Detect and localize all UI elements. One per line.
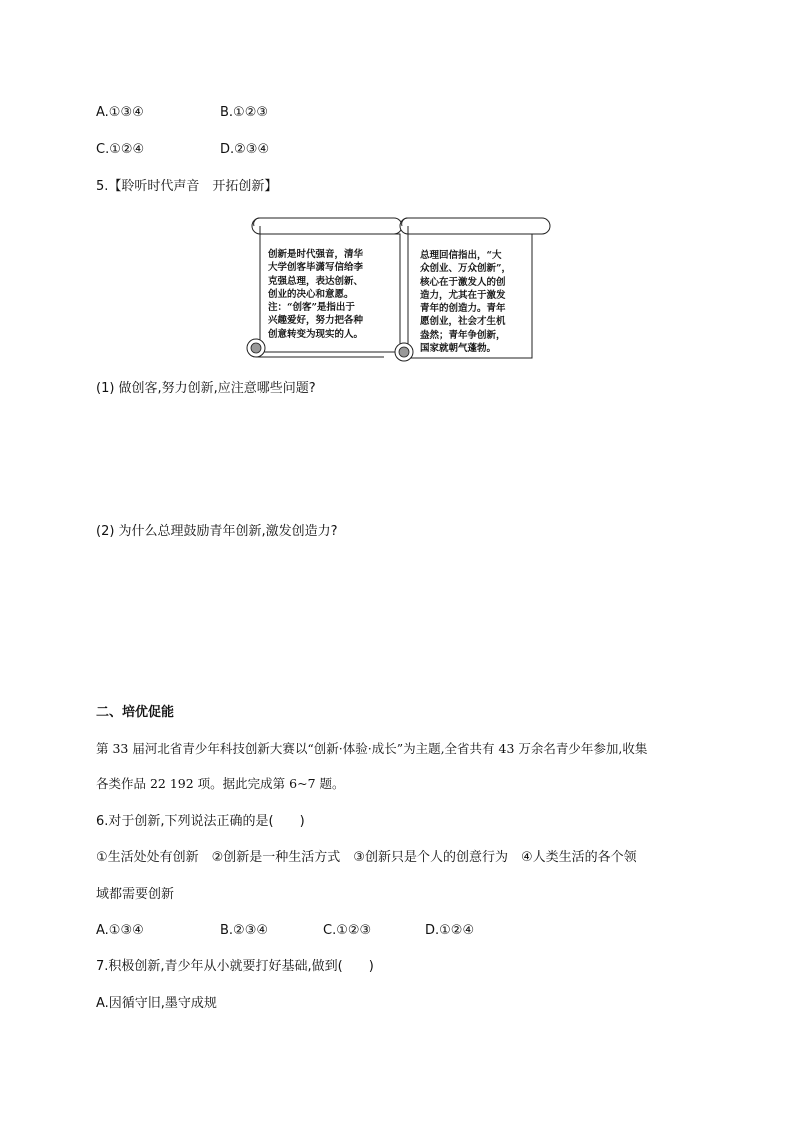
q6-option-b: B.②③④ — [220, 923, 269, 938]
section-intro-line1: 第 33 届河北省青少年科技创新大赛以“创新·体验·成长”为主题,全省共有 43 万余名青少年参加,收集 — [96, 741, 648, 756]
scroll-right — [392, 212, 552, 364]
q5-sub2: (2) 为什么总理鼓励青年创新,激发创造力? — [96, 524, 338, 539]
q6-statements-line1: ①生活处处有创新 ②创新是一种生活方式 ③创新只是个人的创意行为 ④人类生活的各个领 — [96, 850, 637, 865]
q4-option-c: C.①②④ — [96, 142, 145, 157]
q6-option-c: C.①②③ — [323, 923, 372, 938]
scroll-right-line: 愿创业，社会才生机 — [420, 316, 506, 328]
q6-option-a: A.①③④ — [96, 923, 144, 938]
scroll-left-line: 注：“创客”是指出于 — [268, 302, 355, 314]
q6-statements-line2: 域都需要创新 — [96, 887, 175, 902]
q4-option-a: A.①③④ — [96, 105, 144, 120]
q4-option-d: D.②③④ — [220, 142, 270, 157]
section-intro-line2: 各类作品 22 192 项。据此完成第 6~7 题。 — [96, 776, 345, 791]
scroll-left-line: 兴趣爱好，努力把各种 — [268, 315, 364, 327]
scroll-left-line: 大学创客毕潇写信给李 — [268, 262, 364, 274]
scroll-left-line: 克强总理，表达创新、 — [268, 275, 364, 287]
q7-option-a: A.因循守旧,墨守成规 — [96, 996, 217, 1011]
scroll-left-line: 创意转变为现实的人。 — [268, 328, 364, 340]
scroll-right-line: 造力，尤其在于激发 — [420, 289, 506, 301]
scroll-left-line: 创新是时代强音，清华 — [268, 249, 364, 260]
q4-option-b: B.①②③ — [220, 105, 269, 120]
q7-stem: 7.积极创新,青少年从小就要打好基础,做到( ) — [96, 959, 374, 974]
section-heading: 二、培优促能 — [96, 705, 175, 720]
scroll-left — [244, 212, 406, 364]
scroll-right-line: 众创业、万众创新”， — [420, 263, 511, 275]
q6-option-d: D.①②④ — [425, 923, 475, 938]
scroll-right-text — [420, 249, 511, 355]
scroll-right-line: 盎然；青年争创新， — [420, 329, 506, 341]
scroll-right-line: 总理回信指出，“大 — [420, 250, 502, 261]
q5-title: 5.【聆听时代声音 开拓创新】 — [96, 179, 278, 194]
scroll-left-line: 创业的决心和意愿。 — [268, 288, 354, 300]
scroll-right-line: 核心在于激发人的创 — [420, 276, 506, 288]
scroll-right-line: 青年的创造力。青年 — [420, 303, 506, 315]
scroll-left-text — [268, 248, 363, 341]
q5-sub1: (1) 做创客,努力创新,应注意哪些问题? — [96, 381, 316, 396]
q6-stem: 6.对于创新,下列说法正确的是( ) — [96, 814, 305, 829]
scroll-right-line: 国家就朝气蓬勃。 — [420, 343, 497, 355]
